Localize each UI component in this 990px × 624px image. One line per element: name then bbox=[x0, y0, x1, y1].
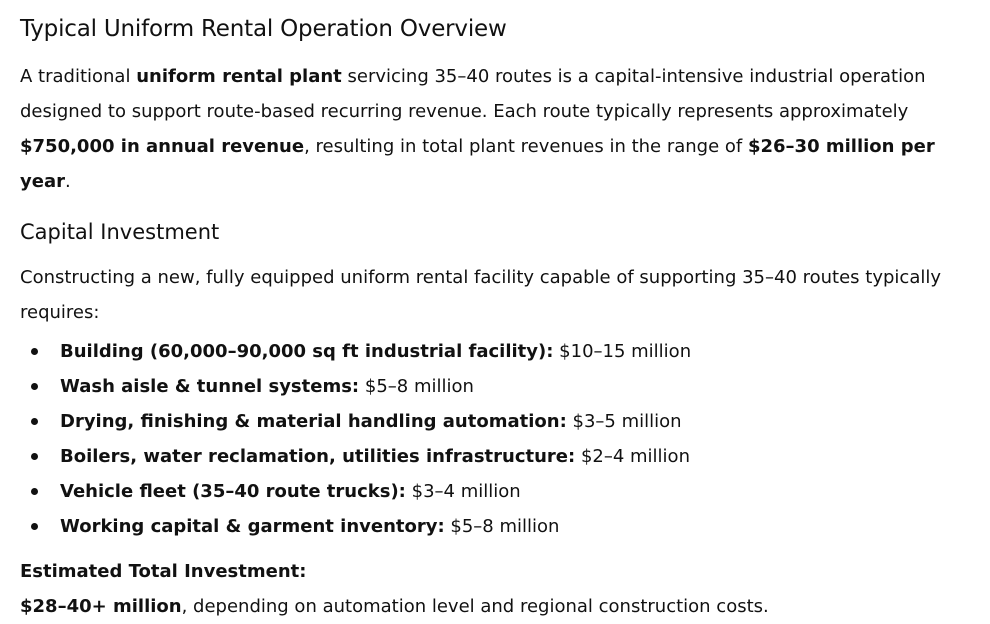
page-title: Typical Uniform Rental Operation Overview bbox=[20, 16, 507, 42]
intro-text-2: servicing 35–40 routes is a capital-intensive industrial operation designed to support route-based recurring revenue. Each route typically represents approximately bbox=[20, 66, 926, 122]
list-item bbox=[20, 404, 980, 439]
item-label: Building (60,000–90,000 sq ft industrial facility): bbox=[60, 341, 554, 362]
intro-text-4: . bbox=[64, 171, 71, 192]
item-value: $3–4 million bbox=[405, 481, 521, 502]
intro-text-3: , resulting in total plant revenues in the range of bbox=[304, 136, 748, 157]
list-item bbox=[20, 439, 980, 474]
item-value: $3–5 million bbox=[566, 411, 682, 432]
intro-bold-route-revenue: $750,000 in annual revenue bbox=[20, 136, 305, 157]
item-value: $2–4 million bbox=[575, 446, 690, 467]
item-label: Wash aisle & tunnel systems: bbox=[60, 376, 360, 397]
bullet-icon bbox=[31, 418, 38, 425]
list-item bbox=[20, 334, 980, 369]
list-item bbox=[20, 369, 980, 404]
list-item bbox=[20, 509, 980, 544]
item-value: $10–15 million bbox=[553, 341, 692, 362]
intro-bold-plant-revenue: $26–30 million per year bbox=[20, 136, 935, 192]
intro-paragraph bbox=[20, 59, 980, 199]
intro-bold-plant: uniform rental plant bbox=[136, 66, 342, 87]
total-investment-label bbox=[20, 554, 980, 589]
bullet-icon bbox=[31, 453, 38, 460]
intro-text-1: A traditional bbox=[20, 66, 137, 87]
bullet-icon bbox=[31, 523, 38, 530]
total-investment-paragraph bbox=[20, 589, 980, 624]
item-label: Drying, finishing & material handling automation: bbox=[60, 411, 567, 432]
section-heading: Capital Investment bbox=[20, 220, 220, 244]
bullet-icon bbox=[31, 383, 38, 390]
item-label: Vehicle fleet (35–40 route trucks): bbox=[60, 481, 406, 502]
investment-list bbox=[20, 334, 980, 544]
item-value: $5–8 million bbox=[359, 376, 474, 397]
item-label: Working capital & garment inventory: bbox=[60, 516, 445, 537]
section-lead-paragraph: Constructing a new, fully equipped uniform rental facility capable of supporting 35–40 routes typically requires: bbox=[20, 267, 941, 323]
total-amount: $28–40+ million bbox=[20, 596, 182, 617]
bullet-icon bbox=[31, 488, 38, 495]
total-note: , depending on automation level and regional construction costs. bbox=[181, 596, 769, 617]
item-value: $5–8 million bbox=[444, 516, 560, 537]
bullet-icon bbox=[31, 348, 38, 355]
total-label-text: Estimated Total Investment: bbox=[20, 561, 307, 582]
item-label: Boilers, water reclamation, utilities infrastructure: bbox=[60, 446, 576, 467]
list-item bbox=[20, 474, 980, 509]
